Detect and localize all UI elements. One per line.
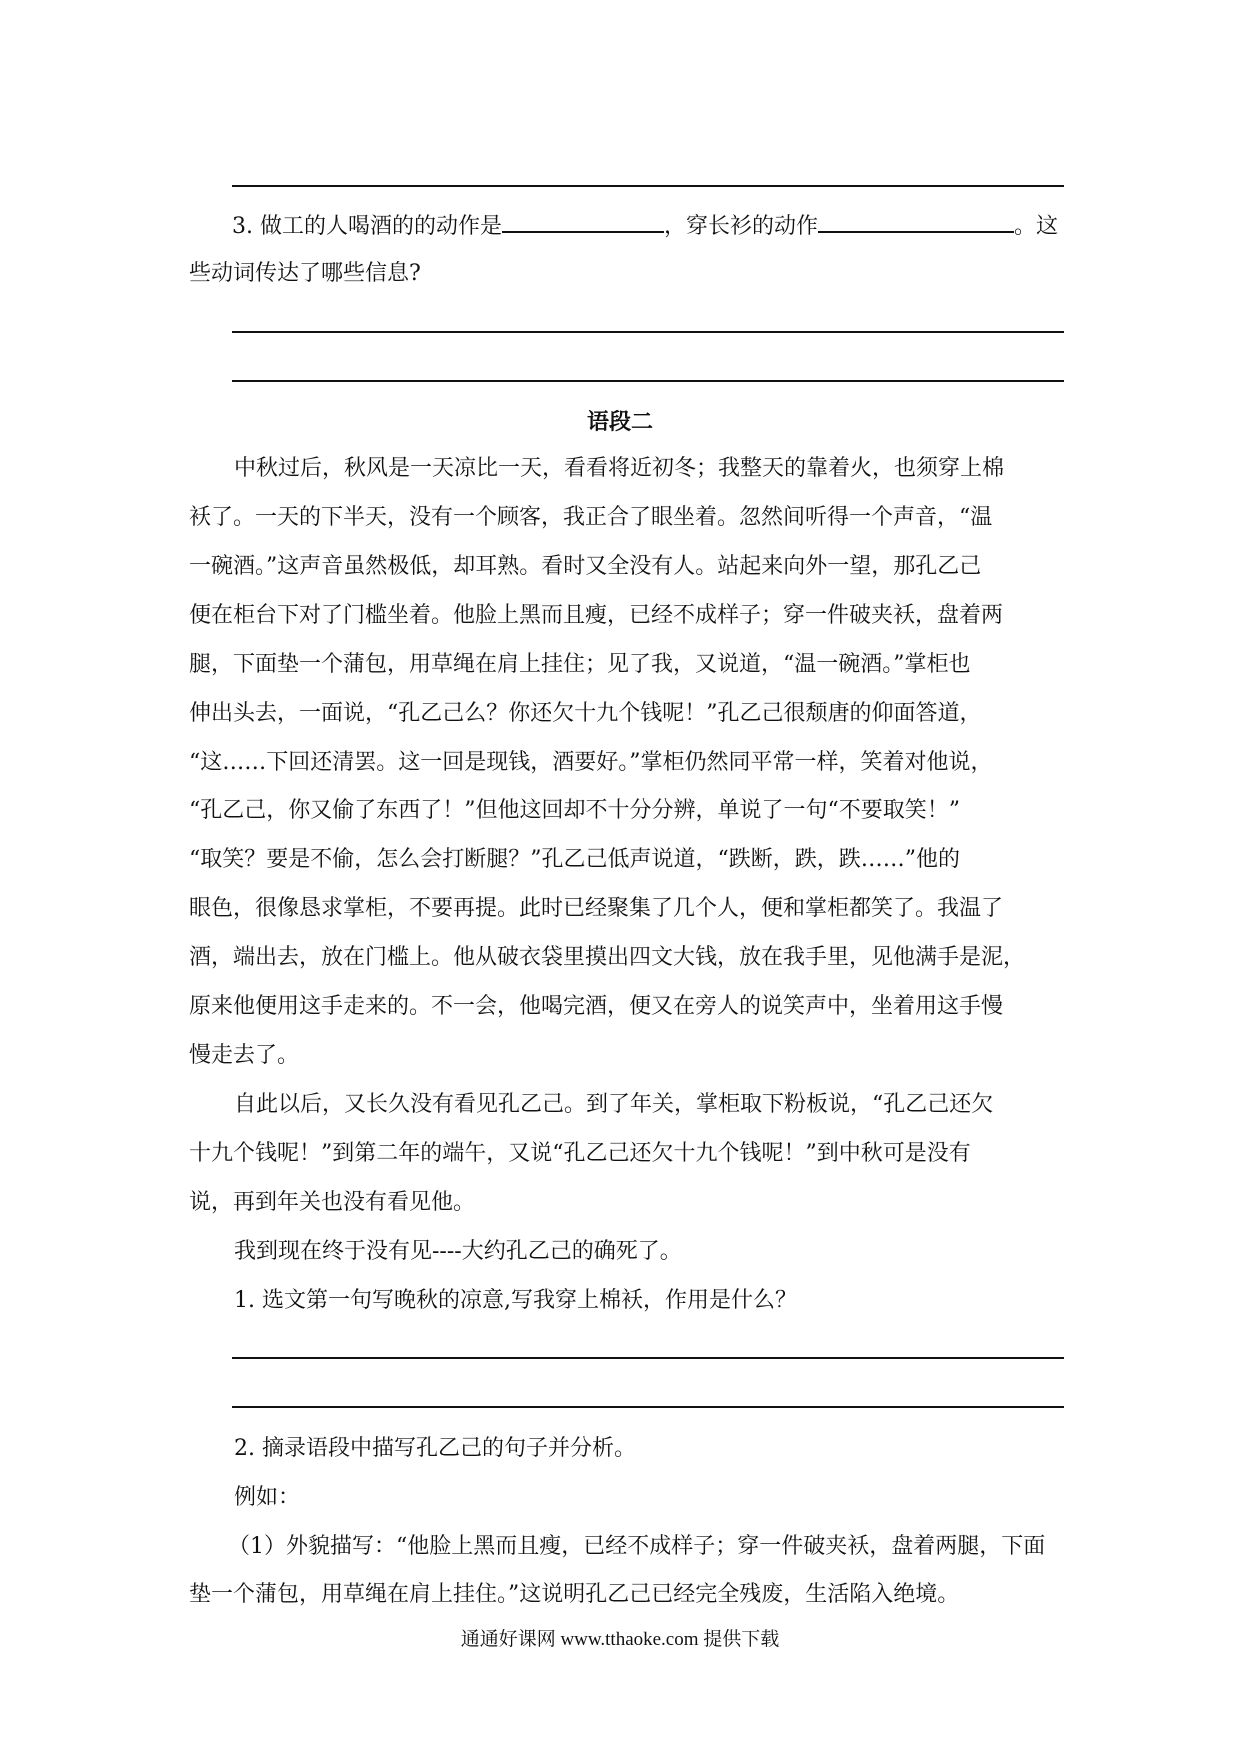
question-3 (232, 209, 1058, 242)
q3-text-2: ，穿长衫的动作 (663, 214, 818, 239)
example-label: 例如： (234, 1485, 301, 1510)
answer-line (232, 380, 1064, 382)
answer-line (232, 1357, 1064, 1359)
passage-line: 说，再到年关也没有看见他。 (189, 1190, 476, 1215)
answer-line (232, 185, 1064, 187)
passage-line: 酒，端出去，放在门槛上。他从破衣袋里摸出四文大钱，放在我手里，见他满手是泥， (189, 945, 1026, 970)
passage-line: 十九个钱呢！”到第二年的端午，又说“孔乙己还欠十九个钱呢！”到中秋可是没有 (189, 1141, 971, 1166)
example-line: 垫一个蒲包，用草绳在肩上挂住。”这说明孔乙己已经完全残废，生活陷入绝境。 (189, 1582, 960, 1607)
q3-line-2: 些动词传达了哪些信息? (189, 261, 421, 286)
answer-line (232, 331, 1064, 333)
passage-line: 自此以后，又长久没有看见孔乙己。到了年关，掌柜取下粉板说，“孔乙己还欠 (234, 1092, 994, 1117)
passage-line: 便在柜台下对了门槛坐着。他脸上黑而且瘦，已经不成样子；穿一件破夹袄，盘着两 (189, 603, 1004, 628)
passage-line: 一碗酒。”这声音虽然极低，却耳熟。看时又全没有人。站起来向外一望，那孔乙己 (189, 554, 982, 579)
example-line: （1）外貌描写：“他脸上黑而且瘦，已经不成样子；穿一件破夹袄，盘着两腿，下面 (228, 1534, 1046, 1559)
answer-line (232, 1406, 1064, 1408)
passage-line: “这……下回还清罢。这一回是现钱，酒要好。”掌柜仍然同平常一样，笑着对他说， (189, 750, 993, 775)
question-2: 2. 摘录语段中描写孔乙己的句子并分析。 (234, 1436, 636, 1461)
passage-line: 袄了。一天的下半天，没有一个顾客，我正合了眼坐着。忽然间听得一个声音，“温 (189, 505, 993, 530)
passage-line: 腿，下面垫一个蒲包，用草绳在肩上挂住；见了我，又说道，“温一碗酒。”掌柜也 (189, 652, 971, 677)
passage-line: 眼色，很像恳求掌柜，不要再提。此时已经聚集了几个人，便和掌柜都笑了。我温了 (189, 896, 1004, 921)
q3-text-3: 。这 (1014, 214, 1059, 239)
passage-line: 原来他便用这手走来的。不一会，他喝完酒，便又在旁人的说笑声中，坐着用这手慢 (189, 994, 1004, 1019)
q3-text-1: 3. 做工的人喝酒的的动作是 (232, 214, 502, 239)
page-footer: 通通好课网 www.tthaoke.com 提供下载 (460, 1629, 780, 1650)
question-1: 1. 选文第一句写晚秋的凉意,写我穿上棉袄，作用是什么？ (234, 1288, 797, 1313)
passage-line: 我到现在终于没有见----大约孔乙己的确死了。 (234, 1239, 682, 1264)
fill-blank[interactable] (818, 209, 1014, 233)
section-title: 语段二 (586, 409, 653, 435)
passage-line: “孔乙己，你又偷了东西了！”但他这回却不十分分辨，单说了一句“不要取笑！” (189, 798, 960, 823)
passage-line: 慢走去了。 (189, 1043, 300, 1068)
passage-line: 中秋过后，秋风是一天凉比一天，看看将近初冬；我整天的靠着火，也须穿上棉 (234, 456, 1005, 481)
passage-line: “取笑？要是不偷，怎么会打断腿？”孔乙己低声说道，“跌断，跌，跌……”他的 (189, 847, 960, 872)
fill-blank[interactable] (502, 209, 664, 233)
passage-line: 伸出头去，一面说，“孔乙己么？你还欠十九个钱呢！”孔乙己很颓唐的仰面答道， (189, 701, 982, 726)
